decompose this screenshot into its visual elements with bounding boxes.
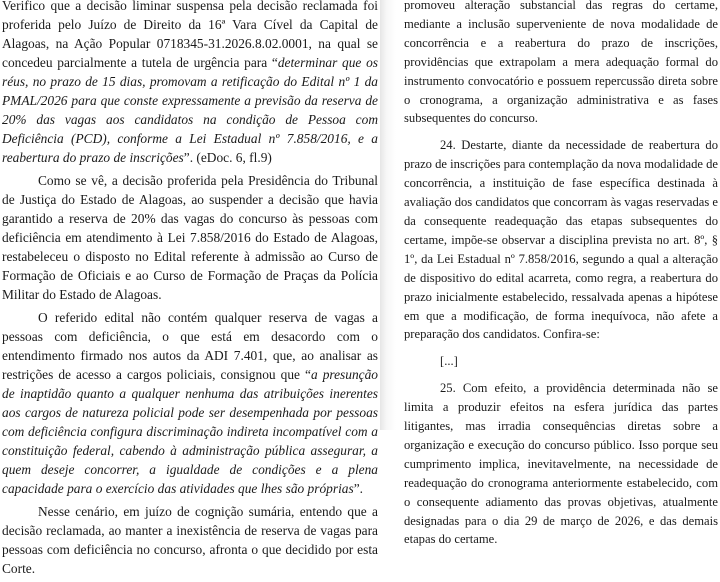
paragraph-text: Verifico que a decisão liminar suspensa pela decisão reclamada foi proferida pelo Juízo de Direito da 16ª Vara Cível da Capital de Alagoas, na Ação Popular 0718345-31.2026.8.02.0001, na qual se concedeu parcialmente a tutela de urgência para “ [2, 0, 378, 70]
page-gutter [380, 0, 396, 430]
paragraph-text: ”. [353, 481, 363, 496]
paragraph-como-se-ve: Como se vê, a decisão proferida pela Presidência do Tribunal de Justiça do Estado de Alagoas, ao suspender a decisão que havia garantido a reserva de 20% das vagas do concurso às pessoas com deficiência em atendimento à Lei 7.858/2016 do Estado de Alagoas, restabeleceu o disposto no Edital referente à admissão ao Curso de Formação de Oficiais e ao Curso de Formação de Praças da Polícia Militar do Estado de Alagoas. [2, 173, 378, 302]
right-page [396, 0, 720, 547]
paragraph-continuation: promoveu alteração substancial das regras do certame, mediante a inclusão superveniente de nova modalidade de concorrência e a reabertura do prazo de inscrições, providências que extrapolam a mera adequação formal do instrumento convocatório e possuem repercussão direta sobre o cronograma, a organização administrativa e as fases subsequentes do concurso. [404, 0, 718, 126]
left-text-column [2, 0, 378, 582]
paragraph-25: 25. Com efeito, a providência determinada não se limita a produzir efeitos na esfera jurídica das partes litigantes, mas irradia consequências diretas sobre a organização e execução do concurso público. Isso porque seu cumprimento implica, inevitavelmente, na necessidade de readequação do cronograma anteriormente estabelecido, com o consequente adiamento das provas objetivas, atualmente designadas para o dia 29 de março de 2026, e das demais etapas do certame. [404, 381, 718, 547]
paragraph-cenario: Nesse cenário, em juízo de cognição sumária, entendo que a decisão reclamada, ao manter a inexistência de reserva de vagas para pessoas com deficiência no concurso, afronta o que decidido por esta Corte. [2, 504, 378, 576]
paragraph-liminar [2, 0, 378, 167]
paragraph-edital [2, 308, 378, 498]
paragraph-ellipsis: [...] [440, 354, 458, 369]
paragraph-24: 24. Destarte, diante da necessidade de reabertura do prazo de inscrições para contemplação da nova modalidade de concorrência, a instituição de fase específica destinada à avaliação dos candidatos que concorram às vagas reservadas e da consequente readequação das etapas subsequentes do certame, impõe-se observar a disciplina prevista no art. 8º, § 1º, da Lei Estadual nº 7.858/2016, segundo a qual a alteração de dispositivo do edital acarreta, como regra, a reabertura do prazo inicialmente estabelecido, ressalvada apenas a hipótese em que a modificação, de forma inequívoca, não afete a preparação dos candidatos. Confira-se: [404, 138, 719, 342]
right-text-column [404, 0, 718, 557]
quoted-decision: determinar que os réus, no prazo de 15 dias, promovam a retificação do Edital nº 1 da PMAL/2026 para que conste expressamente a previsão da reserva de 20% das vagas aos candidatos na condição de Pessoa com Deficiência (PCD), conforme a Lei Estadual nº 7.858/2016, e a reabertura do prazo de inscrições [2, 55, 378, 165]
paragraph-text: ”. (eDoc. 6, fl.9) [183, 150, 272, 165]
paragraph-text: O referido edital não contém qualquer reserva de vagas a pessoas com deficiência, o que está em desacordo com o entendimento firmado nos autos da ADI 7.401, que, ao analisar as restrições de acesso a cargos policiais, consignou que “ [2, 310, 378, 382]
quoted-adi: a presunção de inaptidão quanto a qualquer nenhuma das atribuições inerentes aos cargos de natureza policial pode ser desempenhada por pessoas com deficiência configura discriminação indireta incompatível com a constituição federal, cabendo à administração pública assegurar, a quem deseje concorrer, a igualdade de condições e a plena capacidade para o exercício das atividades que lhes são próprias [2, 367, 378, 496]
